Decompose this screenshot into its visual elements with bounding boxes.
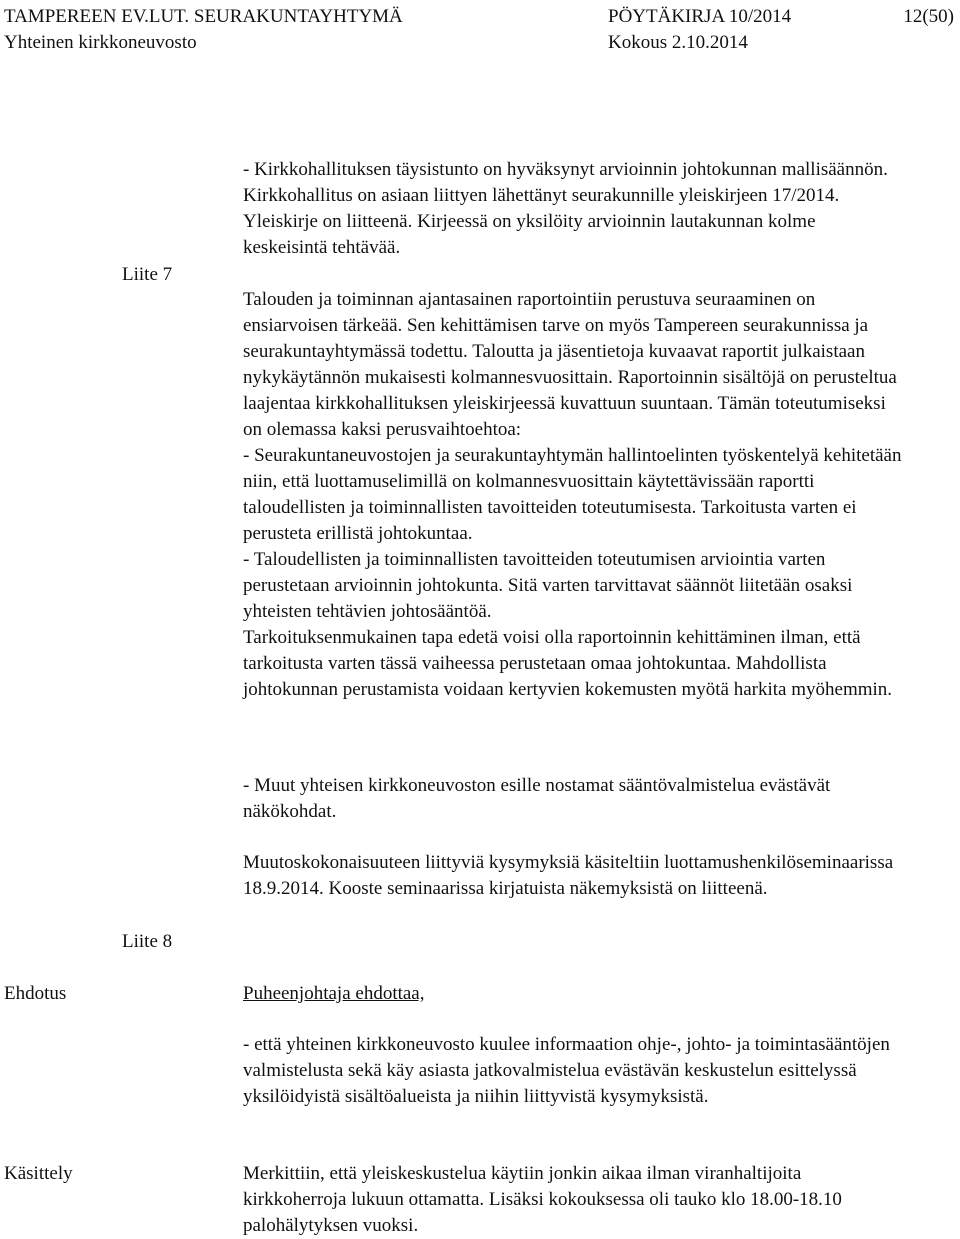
- proposal-heading: Puheenjohtaja ehdottaa,: [243, 983, 425, 1004]
- meeting-date: Kokous 2.10.2014: [608, 32, 748, 53]
- page-header: [4, 4, 954, 58]
- section-label-ehdotus: Ehdotus: [4, 983, 67, 1004]
- paragraph-text: Muutoskokonaisuuteen liittyviä kysymyksiä käsiteltiin luottamushenkilöseminaarissa 18.9.2014. Kooste seminaarissa kirjatuista näkemyksistä on liitteenä.: [243, 852, 894, 899]
- paragraph-board-decision: [243, 157, 903, 261]
- paragraph-proposal: [243, 1032, 903, 1110]
- paragraph-option-one: - Seurakuntaneuvostojen ja seurakuntayhtymän hallintoelinten työskentelyä kehitetään niin, että luottamuselimillä on kolmannesvuosittain käytettävissään raportti taloudellisten ja toiminnallisten tavoitteiden toteutumisesta. Tarkoitusta varten ei perusteta erillistä johtokuntaa.: [243, 445, 902, 544]
- paragraph-option-two: - Taloudellisten ja toiminnallisten tavoitteiden toteutumisen arviointia varten perustetaan arvioinnin johtokunta. Sitä varten tarvittavat säännöt liitetään osaksi yhteisten tehtävien johtosääntöä.: [243, 549, 853, 622]
- document-type: PÖYTÄKIRJA 10/2014: [608, 6, 792, 27]
- paragraph-text: - Muut yhteisen kirkkoneuvoston esille nostamat sääntövalmistelua evästävät näkökohdat.: [243, 775, 831, 822]
- paragraph-seminar: [243, 850, 903, 902]
- paragraph-recommendation: Tarkoituksenmukainen tapa edetä voisi olla raportoinnin kehittäminen ilman, että tarkoitusta varten tässä vaiheessa perustetaan omaa johtokuntaa. Mahdollista johtokunnan perustamista voidaan kertyvien kokemusten myötä harkita myöhemmin.: [243, 627, 893, 700]
- paragraph-reporting-block: [243, 287, 903, 703]
- paragraph-reporting: Talouden ja toiminnan ajantasainen raportointiin perustuva seuraaminen on ensiarvoisen tärkeää. Sen kehittämisen tarve on myös Tampereen seurakunnissa ja seurakuntayhtymässä todettu. Taloutta ja jäsentietoja kuvaavat raportit julkaistaan nykykäytännön mukaisesti kolmannesvuosittain. Raportoinnin sisältöjä on perusteltua laajentaa kirkkohallituksen yleiskirjeessä kuvattuun suuntaan. Tämän toteutumiseksi on olemassa kaksi perusvaihtoehtoa:: [243, 289, 897, 440]
- paragraph-other-considerations: [243, 773, 903, 825]
- paragraph-text: - että yhteinen kirkkoneuvosto kuulee informaation ohje-, johto- ja toimintasääntöjen valmistelusta sekä käy asiasta jatkovalmistelua evästävän keskustelun esittelyssä yksilöidyistä sisältöalueista ja niihin liittyvistä kysymyksistä.: [243, 1034, 890, 1107]
- section-label-kasittely: Käsittely: [4, 1163, 73, 1184]
- attachment-label-liite-8: Liite 8: [122, 931, 173, 952]
- header-row-bottom: [4, 30, 954, 56]
- paragraph-text: - Kirkkohallituksen täysistunto on hyväksynyt arvioinnin johtokunnan mallisäännön. Kirkkohallitus on asiaan liittyen lähettänyt seurakunnille yleiskirjeen 17/2014. Yleiskirje on liitteenä. Kirjeessä on yksilöity arvioinnin lautakunnan kolme keskeisintä tehtävää.: [243, 159, 888, 258]
- paragraph-text: Merkittiin, että yleiskeskustelua käytiin jonkin aikaa ilman viranhaltijoita kirkkoherroja lukuun ottamatta. Lisäksi kokouksessa oli tauko klo 18.00-18.10 palohälytyksen vuoksi.: [243, 1163, 842, 1236]
- page-number: 12(50): [903, 6, 954, 27]
- body-name: Yhteinen kirkkoneuvosto: [4, 32, 197, 53]
- attachment-label-liite-7: Liite 7: [122, 264, 173, 285]
- paragraph-handling: [243, 1161, 903, 1239]
- organization-name: TAMPEREEN EV.LUT. SEURAKUNTAYHTYMÄ: [4, 6, 403, 27]
- header-row-top: [4, 4, 954, 30]
